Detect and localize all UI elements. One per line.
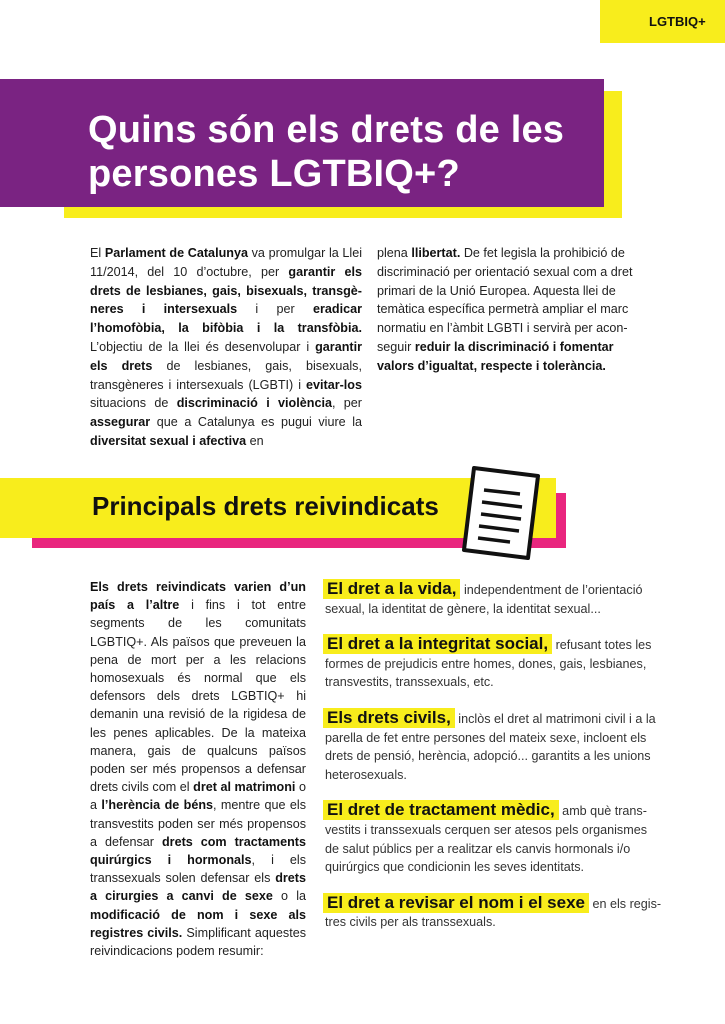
- text-run: en: [246, 433, 264, 448]
- bold-text-run: drets com tractaments quirúrgics i hormonals: [90, 834, 306, 868]
- right-item: [325, 709, 663, 784]
- text-run: o a: [90, 780, 306, 813]
- bold-text-run: discriminació i violència: [176, 396, 332, 411]
- rights-intro-paragraph: [90, 578, 306, 960]
- intro-paragraph-left: [90, 244, 362, 451]
- right-item: [325, 635, 663, 692]
- section-title: Principals drets reivindicats: [92, 491, 439, 521]
- bold-text-run: diversitat sexual i afectiva: [90, 433, 247, 448]
- bold-text-run: garantir els drets de lesbianes, gais, bisexuals, transgèneres i intersexuals: [90, 264, 362, 317]
- text-run: va promulgar la Llei 11/2014, del 10 d’octubre, per: [90, 246, 363, 279]
- text-run: que a Catalunya es pugui viure la: [150, 415, 362, 430]
- text-run: o la: [272, 889, 306, 904]
- right-heading: El dret a la integritat social,: [323, 634, 552, 654]
- right-description: refusant totes les formes de prejudicis entre homes, dones, gais, lesbianes, transvestits, transsexuals, etc.: [325, 638, 652, 690]
- text-run: situacions de: [90, 396, 177, 411]
- right-item: [325, 894, 663, 932]
- page-title: Quins són els drets de les persones LGTBIQ+?: [88, 109, 565, 195]
- bold-text-run: Els drets reivindicats varien d’un país a l’altre: [90, 580, 306, 613]
- bold-text-run: evitar-los: [306, 377, 362, 392]
- text-run: , i els transsexuals solen defensar els: [90, 853, 306, 886]
- corner-tag-label: LGTBIQ+: [649, 14, 706, 29]
- right-item: [325, 801, 663, 876]
- text-run: i fins i tot entre segments de les comunitats LGBTIQ+. Als països que preveuen la pena de mort per a les relacions homosexuals és normal que els defensors dels drets LGBTIQ+ hi demanin una revisió de la rigidesa de les penes aplicables. De la mateixa manera, gais de qualcuns països poden ser més propensos a defensar drets civils com el: [90, 598, 306, 795]
- right-description: inclòs el dret al matrimoni civil i a la parella de fet entre persones del mateix sexe, incloent els drets de pensió, herència, adopció... garantits a les unions heterosexuals.: [325, 711, 656, 782]
- document-icon: [460, 462, 542, 562]
- bold-text-run: garantir els drets: [90, 339, 362, 373]
- text-run: De fet legisla la prohibició de discriminació per orientació sexual com a dret primari de la Unió Europea. Aquesta llei de temàtica específica permetrà ampliar el marc normatiu en l’àmbit LGBTI i servirà per aconseguir: [377, 246, 633, 354]
- right-heading: El dret a revisar el nom i el sexe: [323, 893, 589, 913]
- right-heading: El dret a la vida,: [323, 579, 460, 599]
- right-heading: Els drets civils,: [323, 708, 455, 728]
- right-description: independentment de l’orientació sexual, la identitat de gènere, la identitat sexual...: [325, 583, 643, 616]
- text-run: , per: [331, 396, 362, 411]
- right-description: amb què transvestits i transsexuals cerquen ser atesos pels organismes de salut públics per a realitzar els canvis hormonals i/o quirúrgics que condicionin les seves identitats.: [325, 804, 647, 875]
- text-run: i per: [237, 302, 313, 317]
- right-description: en els registres civils per als transsexuals.: [325, 896, 662, 930]
- text-run: plena: [377, 246, 412, 260]
- bold-text-run: reduir la discriminació i fomentar valors d’igualtat, respecte i tolerància.: [377, 339, 614, 373]
- bold-text-run: assegurar: [90, 415, 151, 430]
- corner-tag: [600, 0, 725, 43]
- right-heading: El dret de tractament mèdic,: [323, 800, 559, 820]
- intro-paragraph-right: [377, 244, 652, 376]
- text-run: de lesbianes, gais, bisexuals, transgèneres i intersexuals (LGBTI) i: [90, 358, 362, 392]
- bold-text-run: modificació de nom i sexe als registres civils.: [90, 907, 306, 940]
- text-run: Simplificant aquestes reivindicacions podem resumir:: [90, 925, 306, 959]
- bold-text-run: Parlament de Catalunya: [104, 246, 248, 260]
- rights-list: [325, 580, 663, 949]
- bold-text-run: drets a cirurgies a canvi de sexe: [90, 871, 306, 904]
- text-run: , mentre que els transvestits poden ser més propensos a defensar: [90, 798, 306, 849]
- right-item: [325, 580, 663, 618]
- bold-text-run: dret al matrimoni: [193, 780, 296, 795]
- bold-text-run: llibertat.: [411, 246, 461, 260]
- text-run: El: [90, 246, 105, 260]
- text-run: L’objectiu de la llei és desenvolupar i: [90, 339, 316, 354]
- bold-text-run: eradicar l’homofòbia, la bifòbia i la transfòbia.: [90, 302, 362, 336]
- bold-text-run: l’herència de béns: [101, 798, 214, 813]
